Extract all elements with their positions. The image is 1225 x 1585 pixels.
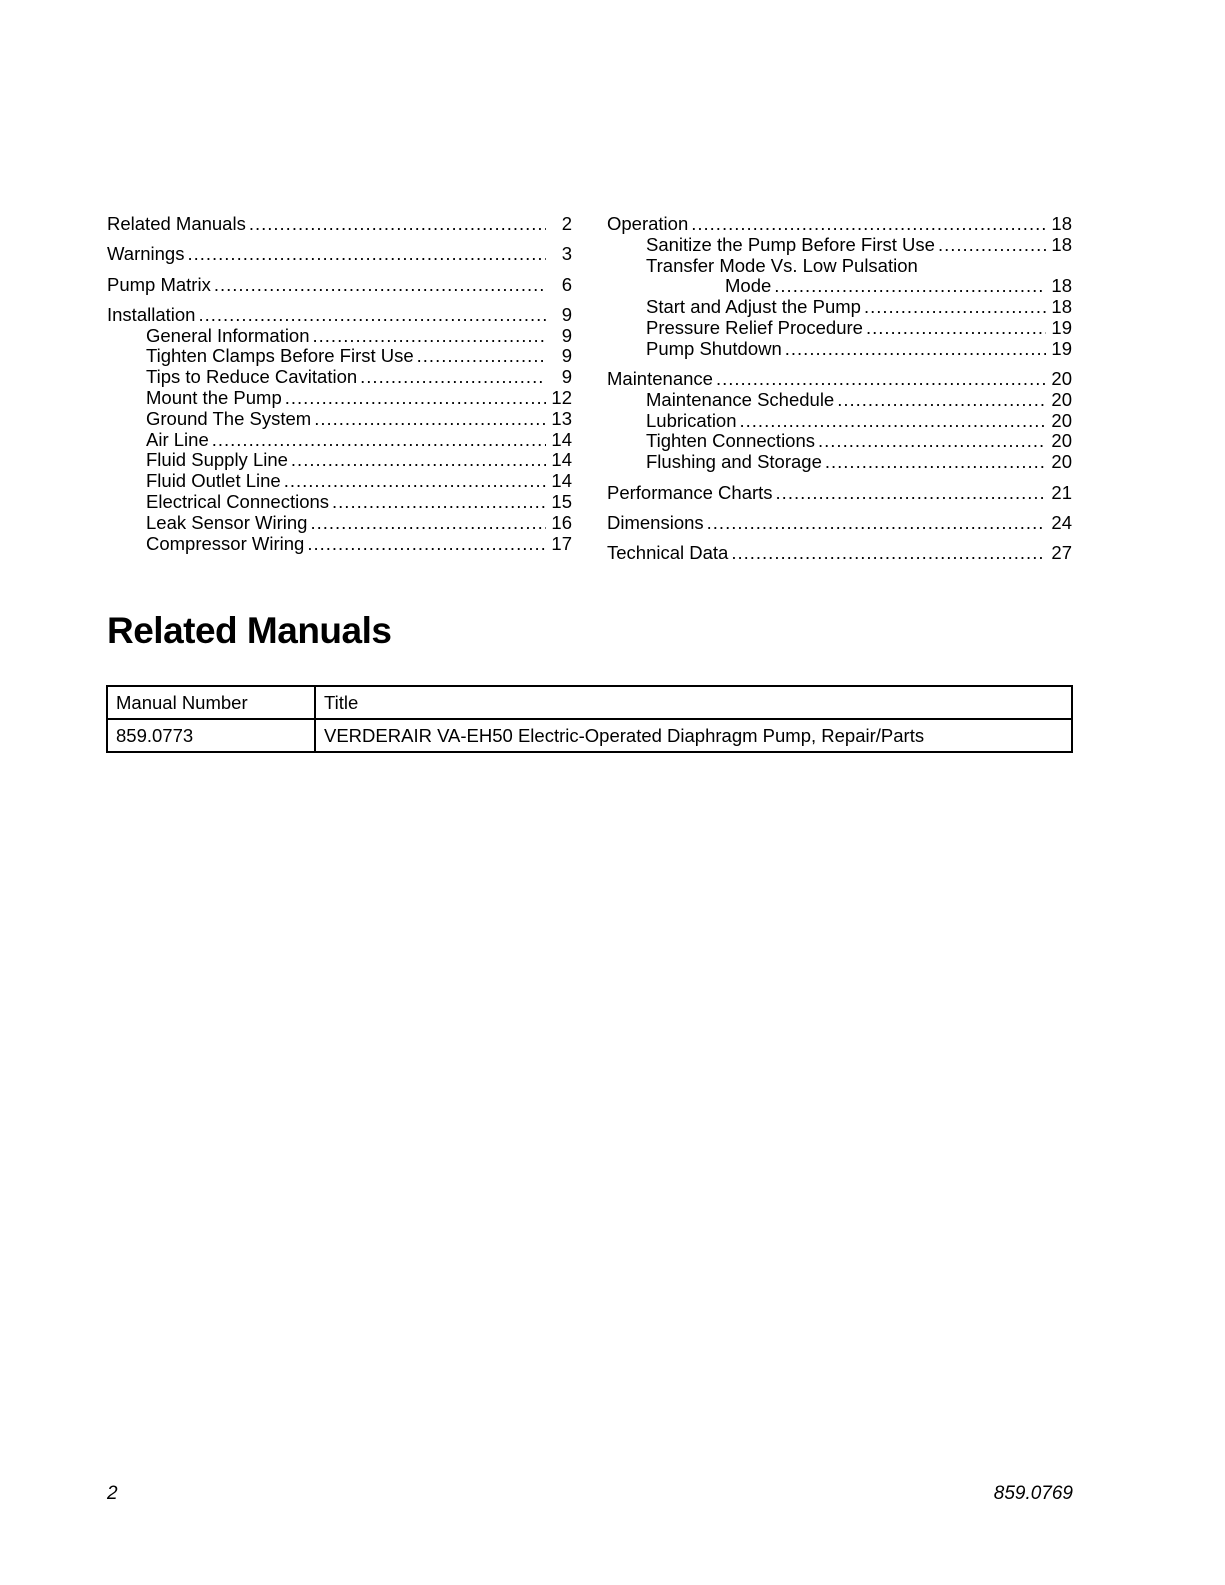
toc-entry[interactable] (107, 346, 572, 367)
toc-entry[interactable] (607, 369, 1072, 390)
toc-entry[interactable] (607, 431, 1072, 452)
toc-entry-title: Fluid Supply Line (146, 450, 288, 471)
toc-entry-page: 20 (1051, 452, 1072, 473)
toc-entry[interactable] (107, 534, 572, 555)
toc-entry-page: 9 (561, 304, 572, 325)
toc-entry-page: 6 (561, 274, 572, 295)
toc-entry-page: 24 (1051, 512, 1072, 533)
toc-entry-title: Maintenance Schedule (646, 389, 835, 410)
toc-entry[interactable] (607, 256, 1072, 277)
toc-entry[interactable] (107, 275, 572, 296)
toc-dot-leader (785, 339, 1046, 360)
toc-entry[interactable] (607, 318, 1072, 339)
footer-page-number: 2 (107, 1483, 118, 1504)
toc-entry[interactable] (107, 492, 572, 513)
toc-dot-leader (731, 543, 1046, 564)
toc-entry[interactable] (107, 409, 572, 430)
toc-entry[interactable] (107, 430, 572, 451)
toc-dot-leader (313, 326, 546, 347)
toc-entry-title: Flushing and Storage (646, 452, 822, 473)
toc-entry[interactable] (107, 244, 572, 265)
toc-entry-page: 27 (1051, 543, 1072, 564)
toc-entry-title: Warnings (107, 244, 185, 265)
toc-entry[interactable] (607, 390, 1072, 411)
table-row (107, 719, 1072, 752)
toc-dot-leader (187, 244, 546, 265)
toc-dot-leader (774, 276, 1046, 297)
toc-dot-leader (938, 235, 1046, 256)
table-header-cell: Title (315, 686, 1072, 719)
toc-entry-page: 18 (1051, 297, 1072, 318)
toc-dot-leader (776, 483, 1046, 504)
toc-entry-title: General Information (146, 325, 310, 346)
toc-entry-page: 3 (561, 244, 572, 265)
toc-dot-leader (360, 367, 546, 388)
toc-entry[interactable] (607, 235, 1072, 256)
toc-dot-leader (307, 534, 546, 555)
toc-dot-leader (707, 513, 1046, 534)
toc-entry-title: Start and Adjust the Pump (646, 297, 861, 318)
toc-entry[interactable] (607, 297, 1072, 318)
toc-entry-title: Tighten Clamps Before First Use (146, 346, 414, 367)
toc-entry[interactable] (607, 543, 1072, 564)
toc-dot-leader (818, 431, 1046, 452)
toc-entry[interactable] (607, 339, 1072, 360)
toc-dot-leader (249, 214, 546, 235)
toc-right-column (607, 214, 1072, 564)
toc-dot-leader (716, 369, 1046, 390)
toc-entry-page: 2 (561, 214, 572, 234)
toc-entry-page: 20 (1051, 389, 1072, 410)
toc-entry-title: Pump Matrix (107, 274, 211, 295)
toc-dot-leader (198, 305, 546, 326)
toc-dot-leader (214, 275, 546, 296)
toc-entry-page: 17 (551, 533, 572, 554)
toc-entry-page: 20 (1051, 410, 1072, 431)
toc-dot-leader (837, 390, 1046, 411)
toc-entry-title: Tips to Reduce Cavitation (146, 367, 358, 388)
toc-entry-title: Maintenance (607, 369, 713, 390)
toc-entry[interactable] (607, 276, 1072, 297)
toc-entry-title: Compressor Wiring (146, 533, 305, 554)
toc-dot-leader (284, 471, 546, 492)
toc-entry-page: 18 (1051, 276, 1072, 297)
toc-entry[interactable] (107, 513, 572, 534)
table-header-row (107, 686, 1072, 719)
manual-number-cell: 859.0773 (107, 719, 315, 752)
section-heading: Related Manuals (107, 610, 392, 651)
toc-entry[interactable] (107, 450, 572, 471)
toc-dot-leader (866, 318, 1046, 339)
toc-entry-title: Ground The System (146, 408, 312, 429)
toc-entry[interactable] (607, 513, 1072, 534)
toc-entry[interactable] (607, 214, 1072, 235)
toc-dot-leader (864, 297, 1046, 318)
toc-entry[interactable] (107, 326, 572, 347)
footer-doc-number: 859.0769 (993, 1483, 1073, 1504)
toc-entry-title: Sanitize the Pump Before First Use (646, 234, 935, 255)
toc-entry-title: Mount the Pump (146, 388, 282, 409)
toc-entry-page: 14 (551, 429, 572, 450)
toc-entry-page: 19 (1051, 317, 1072, 338)
toc-dot-leader (285, 388, 546, 409)
toc-entry-title: Related Manuals (107, 214, 246, 234)
toc-entry-title: Pump Shutdown (646, 338, 782, 359)
toc-entry[interactable] (107, 388, 572, 409)
toc-entry-title: Lubrication (646, 410, 737, 431)
toc-dot-leader (314, 409, 546, 430)
toc-entry-page: 20 (1051, 369, 1072, 390)
toc-entry-page: 13 (551, 408, 572, 429)
toc-entry-page: 18 (1051, 234, 1072, 255)
toc-entry-title: Performance Charts (607, 482, 773, 503)
toc-entry-page: 16 (551, 512, 572, 533)
toc-entry-title: Fluid Outlet Line (146, 471, 281, 492)
toc-entry-page: 9 (561, 367, 572, 388)
toc-dot-leader (291, 450, 546, 471)
toc-entry-page: 20 (1051, 431, 1072, 452)
toc-entry-page: 19 (1051, 338, 1072, 359)
toc-entry[interactable] (607, 483, 1072, 504)
toc-dot-leader (310, 513, 546, 534)
toc-dot-leader (212, 430, 546, 451)
toc-entry[interactable] (107, 214, 572, 235)
toc-entry-title: Air Line (146, 429, 209, 450)
toc-entry-title: Pressure Relief Procedure (646, 317, 863, 338)
toc-entry-page: 18 (1051, 214, 1072, 234)
related-manuals-table (106, 685, 1073, 753)
toc-entry-page: 15 (551, 492, 572, 513)
toc-entry[interactable] (107, 471, 572, 492)
toc-entry[interactable] (607, 452, 1072, 473)
toc-entry-title: Installation (107, 304, 196, 325)
manual-title-cell: VERDERAIR VA-EH50 Electric-Operated Diaphragm Pump, Repair/Parts (315, 719, 1072, 752)
toc-entry-title: Technical Data (607, 543, 729, 564)
toc-dot-leader (332, 492, 546, 513)
toc-entry-title: Mode (725, 276, 772, 297)
toc-entry[interactable] (107, 305, 572, 326)
toc-entry-page: 9 (561, 325, 572, 346)
toc-entry-title: Transfer Mode Vs. Low Pulsation (646, 255, 918, 276)
toc-entry[interactable] (107, 367, 572, 388)
toc-entry-title: Tighten Connections (646, 431, 816, 452)
toc-entry-page: 14 (551, 450, 572, 471)
toc-dot-leader (691, 214, 1046, 235)
toc-dot-leader (825, 452, 1046, 473)
toc-entry-page: 9 (561, 346, 572, 367)
toc-entry[interactable] (607, 411, 1072, 432)
toc-dot-leader (740, 411, 1046, 432)
table-header-cell: Manual Number (107, 686, 315, 719)
toc-entry-page: 12 (551, 388, 572, 409)
toc-left-column (107, 214, 572, 554)
toc-entry-page: 14 (551, 471, 572, 492)
toc-dot-leader (417, 346, 546, 367)
toc-entry-title: Leak Sensor Wiring (146, 512, 308, 533)
toc-entry-title: Electrical Connections (146, 492, 330, 513)
toc-entry-page: 21 (1051, 482, 1072, 503)
toc-entry-title: Dimensions (607, 512, 704, 533)
toc-entry-title: Operation (607, 214, 689, 234)
